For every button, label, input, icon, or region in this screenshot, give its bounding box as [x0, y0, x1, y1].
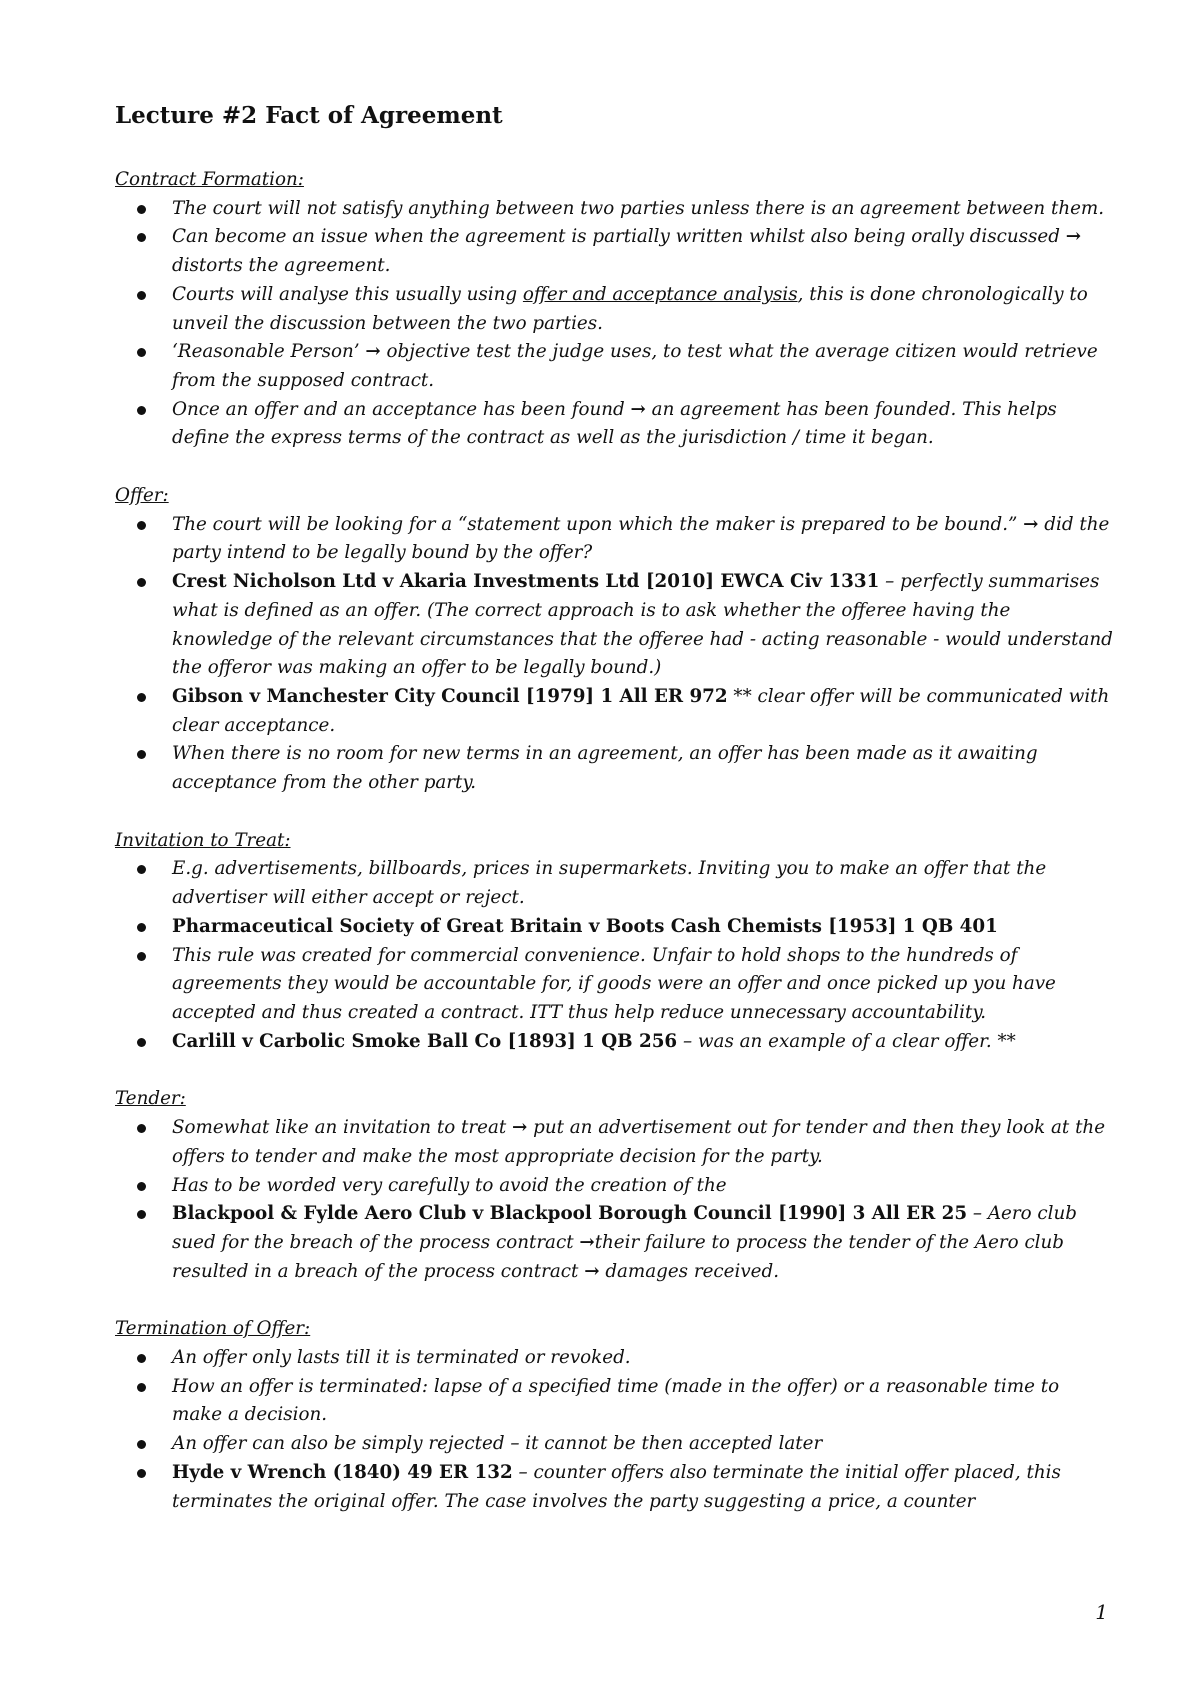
list-item: Gibson v Manchester City Council [1979] 1 All ER 972 ** clear offer will be communicated with clear acceptance. [115, 683, 1115, 740]
list-item: Courts will analyse this usually using offer and acceptance analysis, this is done chronologically to unveil the discussion between the two parties. [115, 281, 1115, 338]
page-number: 1 [1095, 1600, 1108, 1624]
section-heading: Termination of Offer: [115, 1318, 311, 1340]
arrow-icon: → [512, 1117, 528, 1139]
section-heading: Tender: [115, 1088, 186, 1110]
bullet-list [115, 1344, 1115, 1516]
section-invitation-to-treat [115, 827, 1115, 1057]
list-item: Crest Nicholson Ltd v Akaria Investments Ltd [2010] EWCA Civ 1331 – perfectly summarises what is defined as an offer. (The correct approach is to ask whether the offeree having the knowledge of the relevant circumstances that the offeree had - acting reasonable - would understand the offeror was making an offer to be legally bound.) [115, 568, 1115, 683]
bullet-list [115, 511, 1115, 798]
list-item: Once an offer and an acceptance has been found → an agreement has been founded. This helps define the express terms of the contract as well as the jurisdiction / time it began. [115, 396, 1115, 453]
list-item: Blackpool & Fylde Aero Club v Blackpool Borough Council [1990] 3 All ER 25 – Aero club sued for the breach of the process contract →their failure to process the tender of the Aero club resulted in a breach of the process contract → damages received. [115, 1200, 1115, 1286]
bullet-list [115, 855, 1115, 1056]
list-item: Can become an issue when the agreement is partially written whilst also being orally discussed → distorts the agreement. [115, 223, 1115, 280]
list-item: An offer only lasts till it is terminated or revoked. [115, 1344, 1115, 1373]
list-item: The court will not satisfy anything between two parties unless there is an agreement between them. [115, 195, 1115, 224]
list-item: An offer can also be simply rejected – it cannot be then accepted later [115, 1430, 1115, 1459]
arrow-icon: → [1065, 226, 1082, 248]
list-item: Carlill v Carbolic Smoke Ball Co [1893] 1 QB 256 – was an example of a clear offer. ** [115, 1028, 1115, 1057]
list-item: The court will be looking for a “statement upon which the maker is prepared to be bound.” → did the party intend to be legally bound by the offer? [115, 511, 1115, 568]
section-contract-formation [115, 166, 1115, 453]
arrow-icon: → [584, 1260, 600, 1282]
list-item: ‘Reasonable Person’ → objective test the judge uses, to test what the average citizen would retrieve from the supposed contract. [115, 338, 1115, 395]
section-tender [115, 1085, 1115, 1286]
section-heading: Invitation to Treat: [115, 829, 291, 851]
case-citation: Gibson v Manchester City Council [1979] 1 All ER 972 [172, 685, 728, 707]
section-heading: Contract Formation: [115, 169, 304, 190]
arrow-icon: → [579, 1231, 595, 1253]
case-citation: Crest Nicholson Ltd v Akaria Investments Ltd [2010] EWCA Civ 1331 [172, 571, 880, 593]
list-item: When there is no room for new terms in an agreement, an offer has been made as it awaiting acceptance from the other party. [115, 740, 1115, 797]
list-item: E.g. advertisements, billboards, prices in supermarkets. Inviting you to make an offer that the advertiser will either accept or reject. [115, 855, 1115, 912]
page-title: Lecture #2 Fact of Agreement [115, 102, 503, 129]
section-termination-of-offer [115, 1315, 1115, 1516]
arrow-icon: → [365, 341, 381, 363]
arrow-icon: → [630, 398, 646, 420]
list-item: Has to be worded very carefully to avoid the creation of the [115, 1172, 1115, 1201]
document-body [115, 100, 1115, 1545]
bullet-list [115, 1114, 1115, 1286]
list-item: This rule was created for commercial convenience. Unfair to hold shops to the hundreds of agreements they would be accountable for, if goods were an offer and once picked up you have accepted and thus created a contract. ITT thus help reduce unnecessary accountability. [115, 942, 1115, 1028]
case-citation: Carlill v Carbolic Smoke Ball Co [1893] 1 QB 256 [172, 1030, 678, 1052]
underlined-term: offer and acceptance analysis [522, 283, 798, 305]
list-item [115, 913, 1115, 942]
section-heading: Offer: [115, 485, 169, 507]
section-offer [115, 482, 1115, 798]
case-citation: Blackpool & Fylde Aero Club v Blackpool Borough Council [1990] 3 All ER 25 [172, 1203, 968, 1225]
arrow-icon: → [1023, 513, 1039, 535]
list-item: Somewhat like an invitation to treat → put an advertisement out for tender and then they look at the offers to tender and make the most appropriate decision for the party. [115, 1114, 1115, 1171]
list-item: Hyde v Wrench (1840) 49 ER 132 – counter offers also terminate the initial offer placed, this terminates the original offer. The case involves the party suggesting a price, a counter [115, 1459, 1115, 1516]
list-item: How an offer is terminated: lapse of a specified time (made in the offer) or a reasonable time to make a decision. [115, 1373, 1115, 1430]
bullet-list [115, 195, 1115, 453]
case-citation: Hyde v Wrench (1840) 49 ER 132 [172, 1461, 513, 1483]
case-citation: Pharmaceutical Society of Great Britain v Boots Cash Chemists [1953] 1 QB 401 [172, 915, 998, 937]
